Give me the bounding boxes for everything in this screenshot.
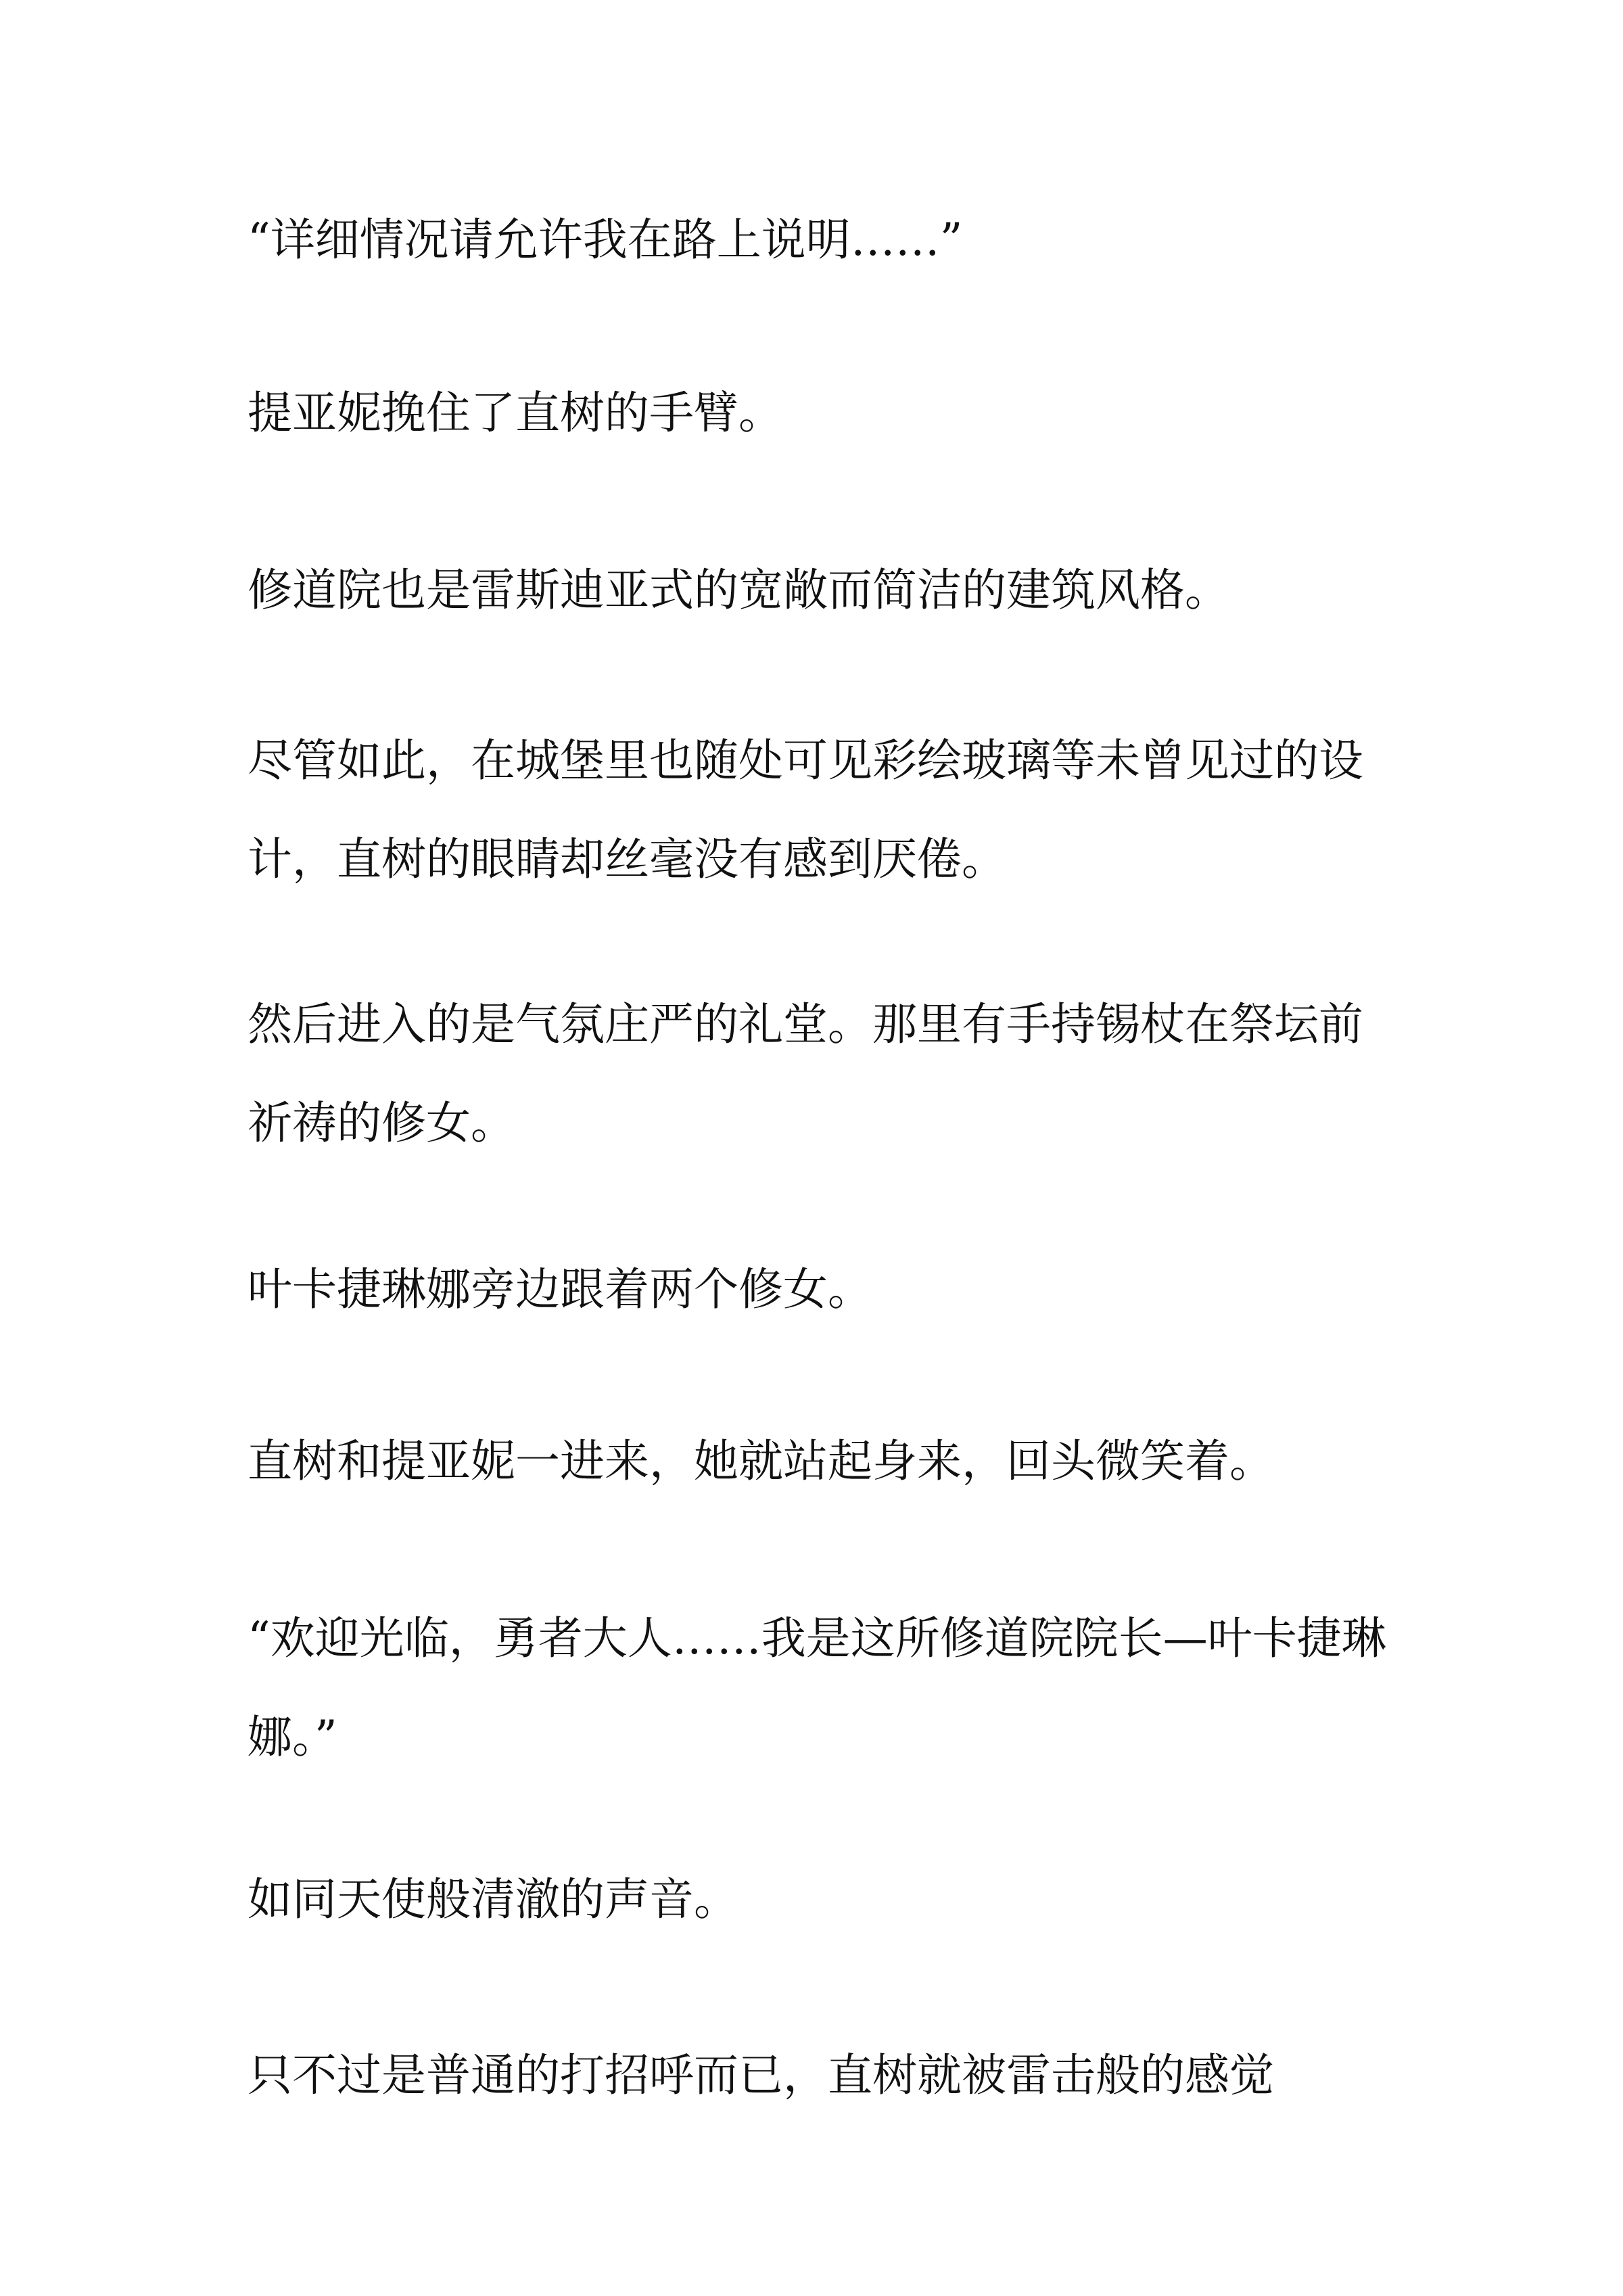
paragraph-5: 然后进入的是气氛庄严的礼堂。那里有手持锡杖在祭坛前祈祷的修女。: [248, 998, 1363, 1149]
paragraph-7: 直树和提亚妮一进来，她就站起身来，回头微笑着。: [248, 1435, 1274, 1487]
paragraph-3: 修道院也是雷斯迪亚式的宽敞而简洁的建筑风格。: [248, 564, 1229, 616]
paragraph-4: 尽管如此，在城堡里也随处可见彩绘玻璃等未曾见过的设计，直树的眼睛却丝毫没有感到厌倦。: [248, 734, 1363, 885]
paragraph-10: 只不过是普通的打招呼而已，直树就被雷击般的感觉: [248, 2049, 1274, 2101]
paragraph-6: 叶卡捷琳娜旁边跟着两个修女。: [248, 1263, 872, 1315]
paragraph-2: 提亚妮挽住了直树的手臂。: [248, 387, 783, 439]
paragraph-9: 如同天使般清澈的声音。: [248, 1873, 738, 1925]
paragraph-1: “详细情况请允许我在路上说明……”: [248, 214, 963, 266]
paragraph-8: “欢迎光临，勇者大人……我是这所修道院院长—叶卡捷琳娜。”: [248, 1612, 1386, 1763]
